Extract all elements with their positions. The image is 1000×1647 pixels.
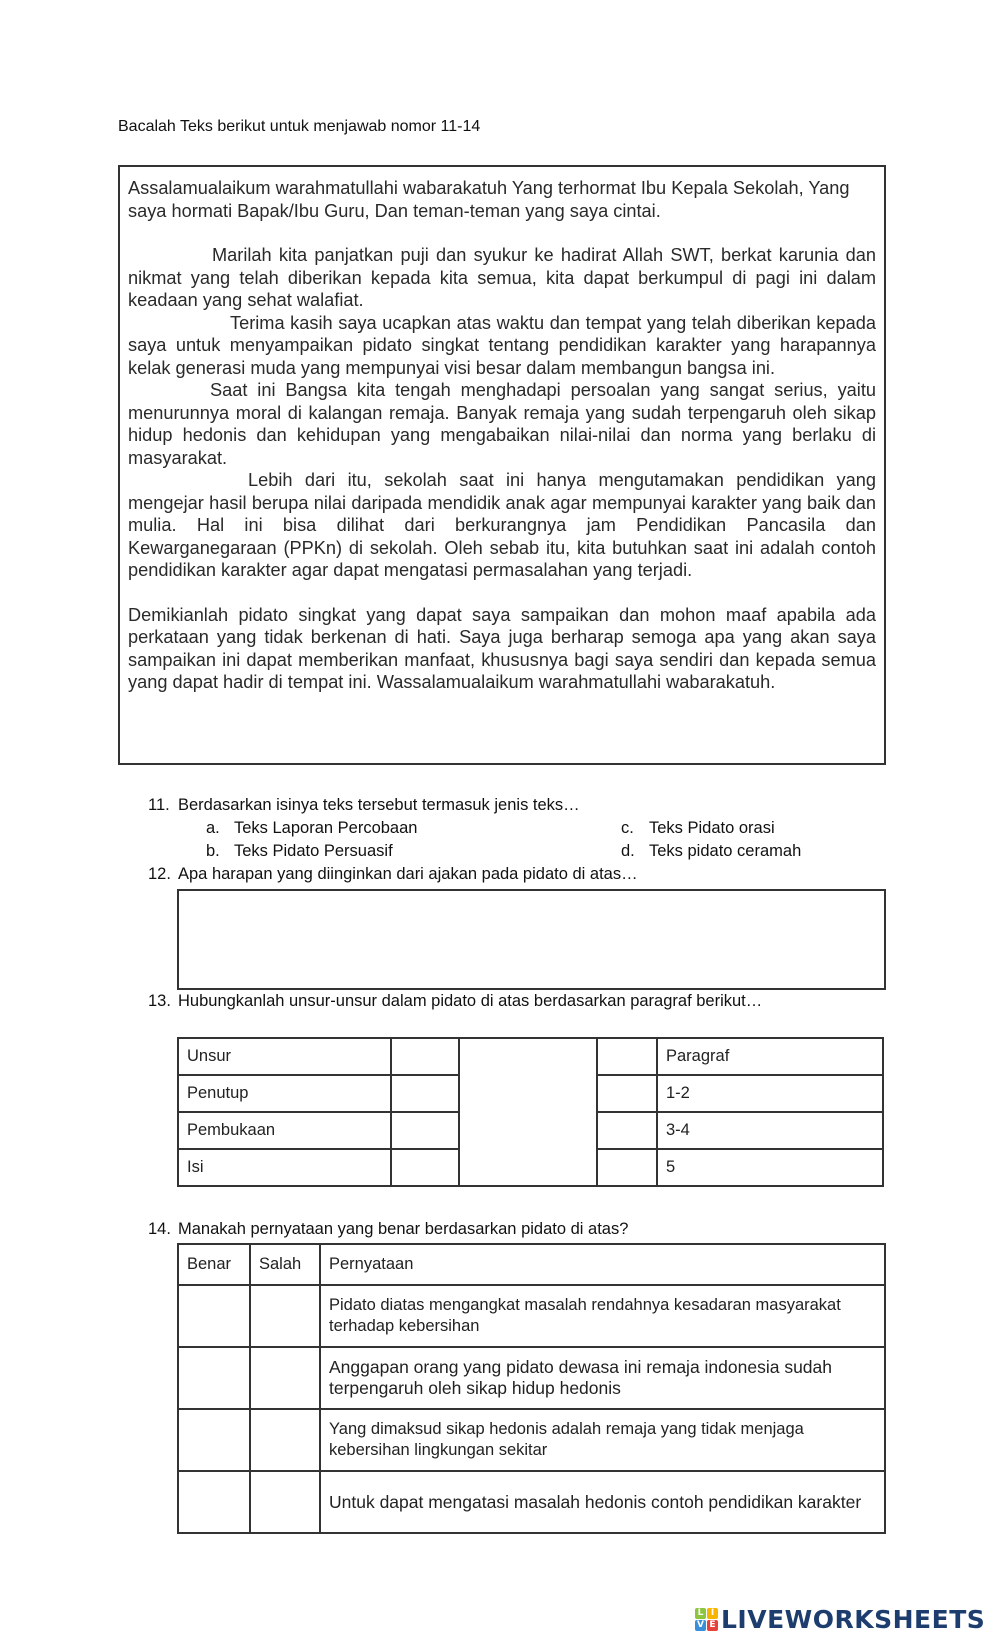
option-letter: b.	[206, 842, 220, 860]
option-letter: a.	[206, 819, 220, 837]
left-match-dot[interactable]	[391, 1038, 459, 1075]
right-item: 3-4	[657, 1112, 883, 1149]
logo-letter-i: I	[707, 1608, 718, 1619]
left-item: Isi	[178, 1149, 391, 1186]
statement: Untuk dapat mengatasi masalah hedonis contoh pendidikan karakter	[320, 1471, 885, 1533]
speech-paragraph-4: Lebih dari itu, sekolah saat ini hanya mengutamakan pendidikan yang mengejar hasil berupa nilai daripada mendidik anak agar mempunyai karakter yang baik dan mulia. Hal ini bisa dilihat dari berkurangnya jam Pendidikan Pancasila dan Kewarganegaraan (PPKn) di sekolah. Oleh sebab itu, kita butuhkan saat ini adalah contoh pendidikan karakter agar dapat mengatasi permasalahan yang terjadi.	[128, 470, 876, 580]
logo-letter-v: V	[695, 1620, 706, 1631]
option-d[interactable]	[621, 842, 801, 861]
question-14	[148, 1220, 628, 1239]
salah-checkbox[interactable]	[250, 1471, 320, 1533]
question-number: 11.	[148, 796, 170, 814]
statement: Anggapan orang yang pidato dewasa ini remaja indonesia sudah terpengaruh oleh sikap hidup hedonis	[320, 1347, 885, 1409]
question-11	[148, 796, 580, 815]
option-b[interactable]	[206, 842, 393, 861]
benar-checkbox[interactable]	[178, 1409, 250, 1471]
right-match-dot[interactable]	[597, 1075, 657, 1112]
matching-area[interactable]	[459, 1038, 597, 1186]
benar-checkbox[interactable]	[178, 1471, 250, 1533]
question-12	[148, 865, 638, 884]
right-item: 5	[657, 1149, 883, 1186]
right-match-dot[interactable]	[597, 1149, 657, 1186]
benar-checkbox[interactable]	[178, 1285, 250, 1347]
right-match-dot[interactable]	[597, 1038, 657, 1075]
header-benar: Benar	[178, 1244, 250, 1285]
right-header: Paragraf	[657, 1038, 883, 1075]
liveworksheets-logo[interactable]	[695, 1605, 985, 1634]
matching-table	[177, 1037, 884, 1187]
benar-checkbox[interactable]	[178, 1347, 250, 1409]
option-a[interactable]	[206, 819, 417, 838]
right-match-dot[interactable]	[597, 1112, 657, 1149]
salah-checkbox[interactable]	[250, 1285, 320, 1347]
speech-text-box	[118, 165, 886, 765]
option-text: Teks pidato ceramah	[649, 842, 802, 860]
question-number: 14.	[148, 1220, 171, 1238]
question-text: Berdasarkan isinya teks tersebut termasuk jenis teks…	[178, 796, 580, 814]
statement: Yang dimaksud sikap hedonis adalah remaja yang tidak menjaga kebersihan lingkungan sekitar	[320, 1409, 885, 1471]
left-header: Unsur	[178, 1038, 391, 1075]
speech-paragraph-3: Saat ini Bangsa kita tengah menghadapi persoalan yang sangat serius, yaitu menurunnya moral di kalangan remaja. Banyak remaja yang sudah terpengaruh oleh sikap hidup hedonis dan kehidupan yang mengabaikan nilai-nilai dan norma yang berlaku di masyarakat.	[128, 380, 876, 468]
left-item: Pembukaan	[178, 1112, 391, 1149]
speech-greeting: Assalamualaikum warahmatullahi wabarakatuh Yang terhormat Ibu Kepala Sekolah, Yang saya hormati Bapak/Ibu Guru, Dan teman-teman yang saya cintai.	[128, 178, 850, 221]
option-text: Teks Laporan Percobaan	[234, 819, 418, 837]
option-text: Teks Pidato Persuasif	[234, 842, 393, 860]
option-text: Teks Pidato orasi	[649, 819, 775, 837]
instruction-text: Bacalah Teks berikut untuk menjawab nomor 11-14	[118, 118, 481, 135]
right-item: 1-2	[657, 1075, 883, 1112]
option-letter: c.	[621, 819, 634, 837]
speech-paragraph-2: Terima kasih saya ucapkan atas waktu dan tempat yang telah diberikan kepada saya untuk menyampaikan pidato singkat tentang pendidikan karakter yang harapannya kelak generasi muda yang mempunyai visi besar dalam membangun bangsa ini.	[128, 312, 876, 378]
salah-checkbox[interactable]	[250, 1409, 320, 1471]
statement: Pidato diatas mengangkat masalah rendahnya kesadaran masyarakat terhadap kebersihan	[320, 1285, 885, 1347]
option-c[interactable]	[621, 819, 775, 838]
left-item: Penutup	[178, 1075, 391, 1112]
speech-paragraph-1: Marilah kita panjatkan puji dan syukur ke hadirat Allah SWT, berkat karunia dan nikmat yang telah diberikan kepada kita semua, kita dapat berkumpul di pagi ini dalam keadaan yang sehat walafiat.	[128, 245, 876, 310]
logo-letter-l: L	[695, 1608, 706, 1619]
question-number: 12.	[148, 865, 171, 883]
question-text: Apa harapan yang diinginkan dari ajakan pada pidato di atas…	[178, 865, 638, 883]
header-pernyataan: Pernyataan	[320, 1244, 885, 1285]
question-13	[148, 992, 762, 1011]
left-match-dot[interactable]	[391, 1112, 459, 1149]
logo-letter-e: E	[707, 1620, 718, 1631]
question-text: Hubungkanlah unsur-unsur dalam pidato di atas berdasarkan paragraf berikut…	[178, 992, 763, 1010]
left-match-dot[interactable]	[391, 1149, 459, 1186]
q12-answer-input[interactable]	[177, 889, 886, 990]
salah-checkbox[interactable]	[250, 1347, 320, 1409]
header-salah: Salah	[250, 1244, 320, 1285]
true-false-table	[177, 1243, 886, 1534]
logo-icon	[695, 1608, 718, 1631]
question-text: Manakah pernyataan yang benar berdasarkan pidato di atas?	[178, 1220, 629, 1238]
brand-name: LIVEWORKSHEETS	[721, 1605, 986, 1634]
question-number: 13.	[148, 992, 171, 1010]
left-match-dot[interactable]	[391, 1075, 459, 1112]
option-letter: d.	[621, 842, 635, 860]
speech-closing: Demikianlah pidato singkat yang dapat saya sampaikan dan mohon maaf apabila ada perkataan yang tidak berkenan di hati. Saya juga berharap semoga apa yang akan saya sampaikan ini dapat memberikan manfaat, khususnya bagi saya sendiri dan kepada semua yang dapat hadir di tempat ini. Wassalamualaikum warahmatullahi wabarakatuh.	[128, 604, 876, 692]
